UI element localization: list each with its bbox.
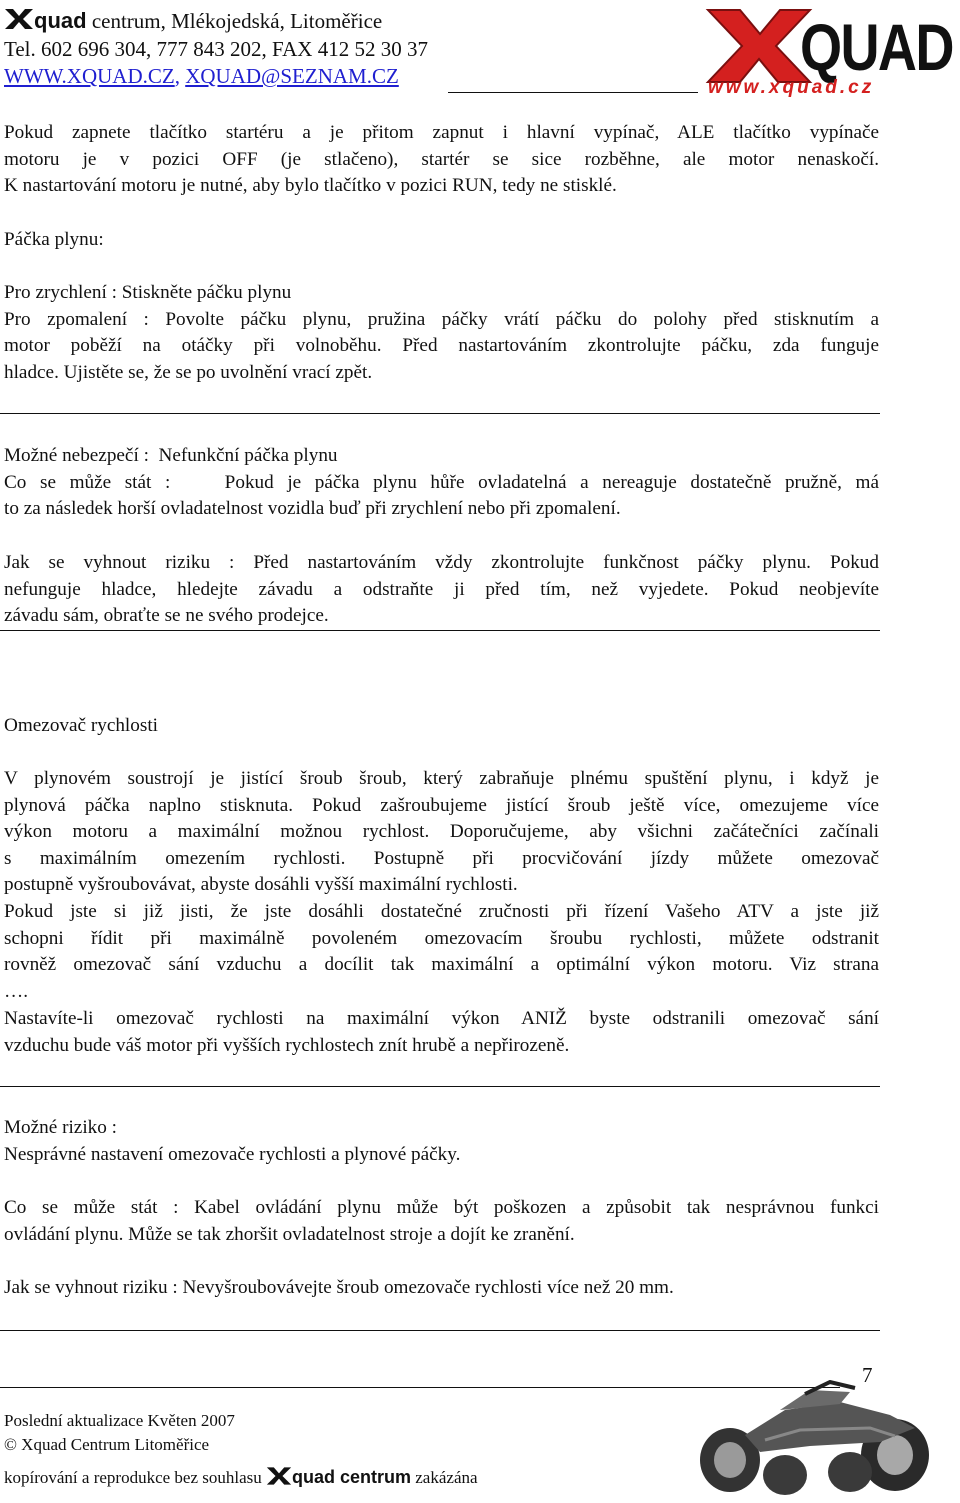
paragraph-avoid-risk-2: Jak se vyhnout riziku : Nevyšroubovávejte šroub omezovače rychlosti více než 20 mm. — [4, 1277, 674, 1298]
logo-x-icon — [704, 4, 814, 84]
footer-updated: Poslední aktualizace Květen 2007 — [4, 1411, 235, 1430]
paragraph-what-can-happen: Co se může stát : Kabel ovládání plynu může být poškozen a způsobit tak nesprávnou funkci ovládání plynu. Může se tak zhoršit ovladatelnost stroje a dojít ke zranění. — [4, 1197, 879, 1245]
footer-brand: quad centrum — [292, 1467, 412, 1487]
atv-image — [690, 1380, 950, 1498]
divider — [0, 1330, 880, 1331]
limiter-heading: Omezovač rychlosti — [4, 715, 158, 736]
paragraph-risk: Možné riziko : Nesprávné nastavení omezovače rychlosti a plynové páčky. — [4, 1117, 461, 1165]
paragraph-danger: Možné nebezpečí : Nefunkční páčka plynu Co se může stát : Pokud je páčka plynu hůře ovladatelná a nereaguje dostatečně pružně, má to za následek horší ovladatelnost vozidla buď při zrychlení nebo při zpomalení. — [4, 445, 879, 520]
atv-icon — [690, 1380, 950, 1498]
logo-url: www.xquad.cz — [708, 77, 875, 98]
paragraph-limiter: V plynovém soustrojí je jistící šroub šroub, který zabraňuje plnému spuštění plynu, i když je plynová páčka naplno stisknuta. Pokud zašroubujeme jistící šroub ještě více, omezujeme více výkon motoru a maximální možnou rychlost. Doporučujeme, aby všichni začátečníci začínali s maximálním omezením rychlosti. Postupně při procvičování jízdy můžete omezovač postupně vyšroubovávat, abyste dosáhli vyšší maximální rychlosti. Pokud jste si již jisti, že jste dosáhli dostatečné zručnosti při řízení Vašeho ATV a jste již schopni řídit při maximálně povoleném omezovacím šroubu rychlosti, můžete odstranit rovněž omezovač sání vzduchu a docílit tak maximální a optimální výkon motoru. Viz strana …. — [4, 768, 879, 1002]
xquad-x-icon — [266, 1466, 292, 1486]
header-rule — [448, 92, 698, 93]
paragraph-avoid-risk: Jak se vyhnout riziku : Před nastartováním vždy zkontrolujte funkčnost páčky plynu. Pokud nefunguje hladce, hledejte závadu a odstraňte ji před tím, než vyjedete. Pokud neobjevíte závadu sám, obraťte se ne svého prodejce. — [4, 552, 879, 627]
xquad-x-icon — [4, 8, 34, 30]
email-link[interactable]: XQUAD@SEZNAM.CZ — [185, 64, 399, 88]
paragraph-max-power: Nastavíte-li omezovač rychlosti na maximální výkon ANIŽ byste odstranili omezovač sání vzduchu bude váš motor při vyšších rychlostech znít hrubě a nepřirozeně. — [4, 1008, 879, 1056]
header-line-web: WWW.XQUAD.CZ, XQUAD@SEZNAM.CZ — [4, 64, 399, 88]
xquad-logo — [700, 4, 960, 100]
header-line-phone: Tel. 602 696 304, 777 843 202, FAX 412 52 30 37 — [4, 37, 428, 61]
throttle-heading: Páčka plynu: — [4, 229, 104, 250]
website-link[interactable]: WWW.XQUAD.CZ — [4, 64, 175, 88]
logo-text: QUAD — [800, 10, 953, 84]
header-line-address: quad centrum, Mlékojedská, Litoměřice — [4, 8, 382, 34]
footer-copyright: © Xquad Centrum Litoměřice — [4, 1435, 210, 1454]
page-number: 7 — [862, 1363, 873, 1387]
divider — [0, 413, 880, 414]
footer-copy-notice: kopírování a reprodukce bez souhlasu quad centrum zakázána — [4, 1467, 478, 1487]
brand-name: quad — [34, 8, 87, 33]
paragraph-throttle: Pro zrychlení : Stiskněte páčku plynu Pro zpomalení : Povolte páčku plynu, pružina páčky vrátí páčku do polohy před stisknutím a motor poběží na otáčky při volnoběhu. Před nastartováním zkontrolujte páčku, zda funguje hladce. Ujistěte se, že se po uvolnění vrací zpět. — [4, 282, 879, 383]
divider — [0, 630, 880, 631]
paragraph-starter: Pokud zapnete tlačítko startéru a je přitom zapnut i hlavní vypínač, ALE tlačítko vypínače motoru je v pozici OFF (je stlačeno), startér se sice rozběhne, ale motor nenaskočí. K nastartování motoru je nutné, aby bylo tlačítko v pozici RUN, tedy ne stisklé. — [4, 122, 879, 197]
divider — [0, 1086, 880, 1087]
